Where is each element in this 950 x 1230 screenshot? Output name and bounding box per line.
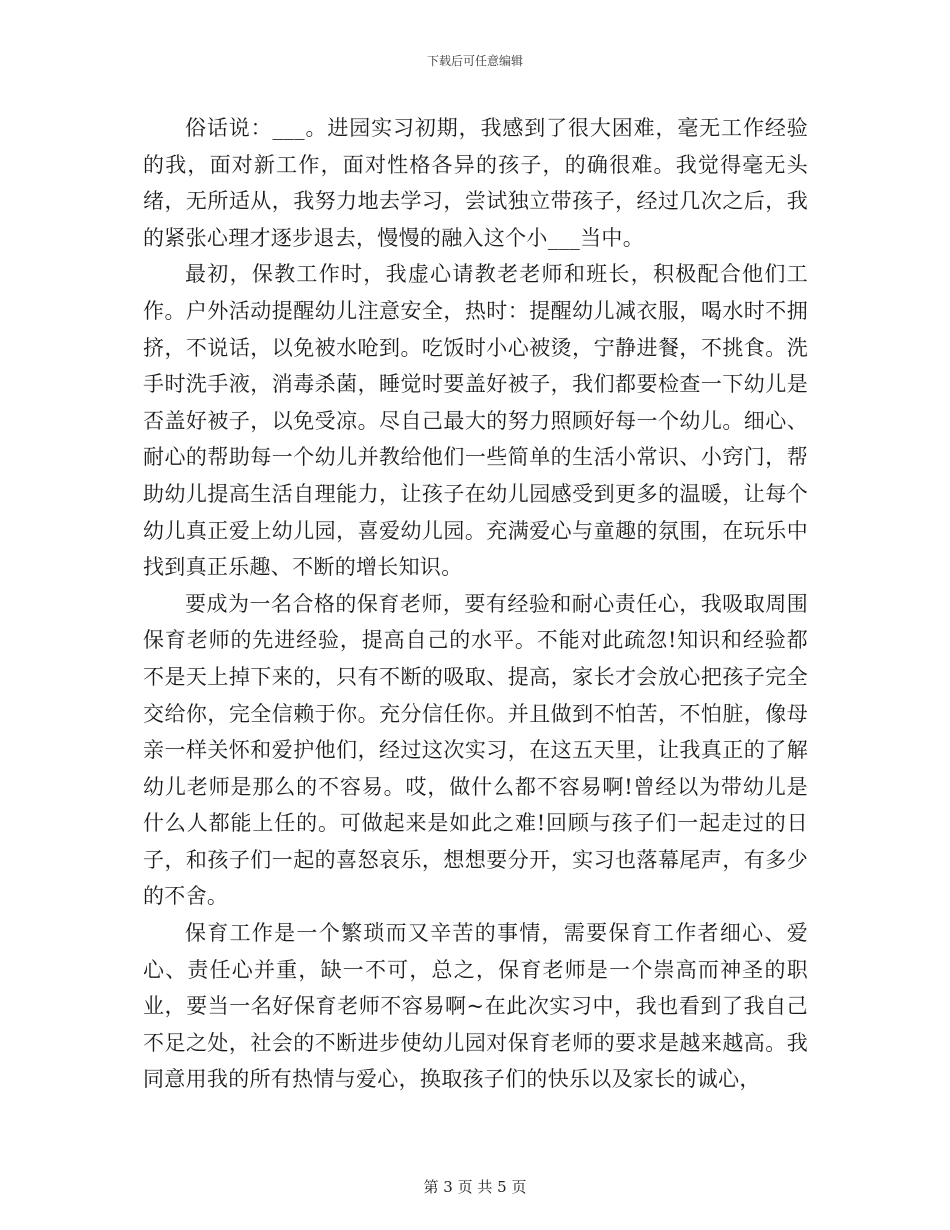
paragraph-4: 保育工作是一个繁琐而又辛苦的事情，需要保育工作者细心、爱心、责任心并重，缺一不可，总之，保育老师是一个崇高而神圣的职业，要当一名好保育老师不容易啊~在此次实习中，我也看到了我自己不足之处，社会的不断进步使幼儿园对保育老师的要求是越来越高。我同意用我的所有热情与爱心，换取孩子们的快乐以及家长的诚心，: [143, 921, 808, 1092]
paragraph-3: 要成为一名合格的保育老师，要有经验和耐心责任心，我吸取周围保育老师的先进经验，提高自己的水平。不能对此疏忽!知识和经验都不是天上掉下来的，只有不断的吸取、提高，家长才会放心把孩子完全交给你，完全信赖于你。充分信任你。并且做到不怕苦，不怕脏，像母亲一样关怀和爱护他们，经过这次实习，在这五天里，让我真正的了解幼儿老师是那么的不容易。哎，做什么都不容易啊!曾经以为带幼儿是什么人都能上任的。可做起来是如此之难!回顾与孩子们一起走过的日子，和孩子们一起的喜怒哀乐，想想要分开，实习也落幕尾声，有多少的不舍。: [143, 591, 808, 909]
paragraph-1: 俗话说：___。进园实习初期，我感到了很大困难，毫无工作经验的我，面对新工作，面对性格各异的孩子，的确很难。我觉得毫无头绪，无所适从，我努力地去学习，尝试独立带孩子，经过几次之后，我的紧张心理才逐步退去，慢慢的融入这个小___当中。: [143, 116, 808, 250]
paragraph-2: 最初，保教工作时，我虚心请教老老师和班长，积极配合他们工作。户外活动提醒幼儿注意安全，热时：提醒幼儿减衣服，喝水时不拥挤，不说话，以免被水呛到。吃饭时小心被烫，宁静进餐，不挑食。洗手时洗手液，消毒杀菌，睡觉时要盖好被子，我们都要检查一下幼儿是否盖好被子，以免受凉。尽自己最大的努力照顾好每一个幼儿。细心、耐心的帮助每一个幼儿并教给他们一些简单的生活小常识、小窍门，帮助幼儿提高生活自理能力，让孩子在幼儿园感受到更多的温暖，让每个幼儿真正爱上幼儿园，喜爱幼儿园。充满爱心与童趣的氛围，在玩乐中找到真正乐趣、不断的增长知识。: [143, 262, 808, 580]
page-header: 下载后可任意编辑: [426, 54, 523, 68]
page-number-footer: 第 3 页 共 5 页: [423, 1178, 527, 1196]
document-body: [143, 110, 808, 1098]
